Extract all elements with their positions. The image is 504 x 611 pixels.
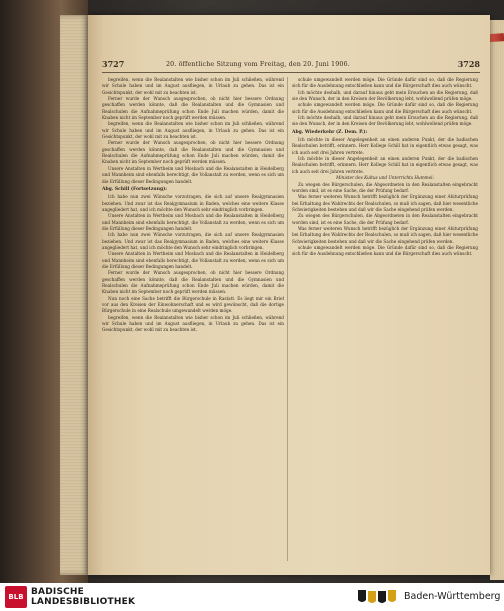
- library-name-line2: LANDESBIBLIOTHEK: [31, 597, 136, 607]
- paragraph: schule umgewandelt werden möge. Die Gründe dafür sind so, daß die Regierung sich für die Ausdehnung entschließen kann und die Bürgerschaft dies auch wünscht.: [292, 244, 478, 257]
- paragraph: schule umgewandelt werden möge. Die Gründe dafür sind so, daß die Regierung sich für die Ausdehnung entschließen kann und die Bürgerschaft dies auch wünscht.: [292, 102, 478, 114]
- page-number-right: 3728: [457, 59, 480, 69]
- column-divider: [287, 77, 288, 561]
- running-title: 20. öffentliche Sitzung vom Freitag, den 20. Juni 1906.: [166, 60, 350, 68]
- state-name[interactable]: Baden-Württemberg: [404, 591, 501, 602]
- speaker-heading: Abg. Schill (Fortsetzung):: [102, 186, 167, 192]
- text-column-left: [102, 77, 284, 563]
- paragraph: Ich möchte deshalb, und darauf hinaus geht mein Ersuchen an die Regierung, daß sie den Wunsch, der in den Kreisen der Bevölkerung lebt, wohlwollend prüfen möge.: [292, 115, 478, 127]
- library-name-line1: BADISCHE: [31, 587, 85, 597]
- paragraph: Ich habe nun zwei Wünsche vorzutragen, die sich auf unsere Realgymnasien beziehen. Und zwar ist das Realgymnasium in Baden, welches eine weitere Klasse angegliedert hat, und ich möchte den Wunsch sehr eindringlich vorbringen.: [102, 232, 284, 250]
- paragraph: begreifen, wenn die Realanstalten wie bisher schon im Juli schließen, während wir Schule haben und im August ausfliegen, in Urlaub zu gehen. Das ist ein Gesichtspunkt, der wohl mit zu beachten ist.: [102, 121, 284, 140]
- paragraph: Nun noch eine Sache betrifft die Bürgerschule in Rastatt. Es liegt mir ein Brief vor aus den Kreisen der Einwohnerschaft und es wird gewünscht, daß die dortige Bürgerschule in eine Realschule umgewandelt werden möge.: [102, 295, 284, 314]
- paragraph: Ich möchte deshalb, und darauf hinaus geht mein Ersuchen an die Regierung, daß sie den Wunsch, der in den Kreisen der Bevölkerung lebt, wohlwollend prüfen möge.: [292, 89, 478, 102]
- page-edges-right: [490, 20, 504, 580]
- paragraph: Ferner wurde der Wunsch ausgesprochen, ob nicht hier bessere Ordnung geschaffen werden könnte, daß die Realanstalten und die Gymnasien und Realschulen die Aufnahmeprüfung schon Ende Juli machen würden, damit die Knaben nicht im September noch geprüft werden müssen.: [102, 270, 284, 295]
- paragraph: begreifen, wenn die Realanstalten wie bisher schon im Juli schließen, während wir Schule haben und im August ausfliegen, in Urlaub zu gehen. Das ist ein Gesichtspunkt, der wohl mit zu beachten ist.: [102, 77, 284, 95]
- baden-wuerttemberg-emblem-icon[interactable]: [354, 586, 400, 608]
- speaker-heading: Abg. Wiederkehr (Z. Dem. P.):: [292, 129, 368, 135]
- paragraph: Unsere Anstalten in Wertheim und Mosbach und die Realanstalten in Heidelberg und Mannheim sind ebenfalls berechtigt, die Vollanstalt zu werden, wenn es sich um die Erfüllung dieser Bedingungen handelt.: [102, 213, 284, 231]
- paragraph: Was ferner weiteren Wunsch betrifft bezüglich der Ergänzung einer Abiturprüfung bei Erhaltung des Wahlrechts der Realschulen, so muß ich sagen, daß hier wesentliche Schwierigkeiten bestehen und daß wir die Sache eingehend prüfen werden.: [292, 225, 478, 244]
- paragraph: Unsere Anstalten in Wertheim und Mosbach und die Realanstalten in Heidelberg und Mannheim sind ebenfalls berechtigt, die Vollanstalt zu werden, wenn es sich um die Erfüllung dieser Bedingungen handelt.: [102, 251, 284, 269]
- paragraph: Was ferner weiteren Wunsch betrifft bezüglich der Ergänzung einer Abiturprüfung bei Erhaltung des Wahlrechts der Realschulen, so muß ich sagen, daß hier wesentliche Schwierigkeiten bestehen und daß wir die Sache eingehend prüfen werden.: [292, 194, 478, 212]
- header-rule: [102, 72, 480, 73]
- text-column-right: [292, 77, 478, 563]
- minister-heading: Minister des Kultus und Unterrichts Hummel:: [336, 175, 434, 181]
- paragraph: Ich habe nun zwei Wünsche vorzutragen, die sich auf unsere Realgymnasien beziehen. Und zwar ist das Realgymnasium in Baden, welches eine weitere Klasse angegliedert hat, und ich möchte den Wunsch sehr eindringlich vorbringen.: [102, 194, 284, 212]
- paragraph: schule umgewandelt werden möge. Die Gründe dafür sind so, daß die Regierung sich für die Ausdehnung entschließen kann und die Bürgerschaft dies auch wünscht.: [292, 77, 478, 89]
- page-header: [102, 59, 480, 71]
- paragraph: Zu wiegen des Bürgerschulen, die Abgeordneten in den Realanstalten eingebracht worden sind, ist es eine Sache, die der Prüfung bedarf.: [292, 213, 478, 225]
- book-page: [88, 15, 490, 575]
- page-number-left: 3727: [102, 59, 125, 69]
- paragraph: begreifen, wenn die Realanstalten wie bisher schon im Juli schließen, während wir Schule haben und im August ausfliegen, in Urlaub zu gehen. Das ist ein Gesichtspunkt, der wohl mit zu beachten ist.: [102, 314, 284, 333]
- blb-logo[interactable]: BLB: [5, 586, 27, 608]
- page-edges-left: [60, 15, 90, 575]
- paragraph: Unsere Anstalten in Wertheim und Mosbach und die Realanstalten in Heidelberg und Mannheim sind ebenfalls berechtigt, die Vollanstalt zu werden, wenn es sich um die Erfüllung dieser Bedingungen handelt.: [102, 165, 284, 184]
- paragraph: Ich möchte in dieser Angelegenheit an einen anderen Punkt, der die badischen Realschulen betrifft, erinnern. Herr Kollege Schill hat in eigentlich etwas gesagt, was ich auch seit drei Jahren vertrete.: [292, 156, 478, 174]
- footer-bar: [0, 583, 504, 611]
- paragraph: Ich möchte in dieser Angelegenheit an einen anderen Punkt, der die badischen Realschulen betrifft, erinnern. Herr Kollege Schill hat in eigentlich etwas gesagt, was ich auch seit drei Jahren vertrete.: [292, 137, 478, 155]
- paragraph: Ferner wurde der Wunsch ausgesprochen, ob nicht hier bessere Ordnung geschaffen werden könnte, daß die Realanstalten und die Gymnasien und Realschulen die Aufnahmeprüfung schon Ende Juli machen würden, damit die Knaben nicht im September noch geprüft werden müssen.: [102, 96, 284, 121]
- paragraph: Zu wiegen des Bürgerschulen, die Abgeordneten in den Realanstalten eingebracht worden sind, ist es eine Sache, die der Prüfung bedarf.: [292, 181, 478, 193]
- paragraph: Ferner wurde der Wunsch ausgesprochen, ob nicht hier bessere Ordnung geschaffen werden könnte, daß die Realanstalten und die Gymnasien und Realschulen die Aufnahmeprüfung schon Ende Juli machen würden, damit die Knaben nicht im September noch geprüft werden müssen.: [102, 140, 284, 165]
- library-name[interactable]: [31, 587, 135, 607]
